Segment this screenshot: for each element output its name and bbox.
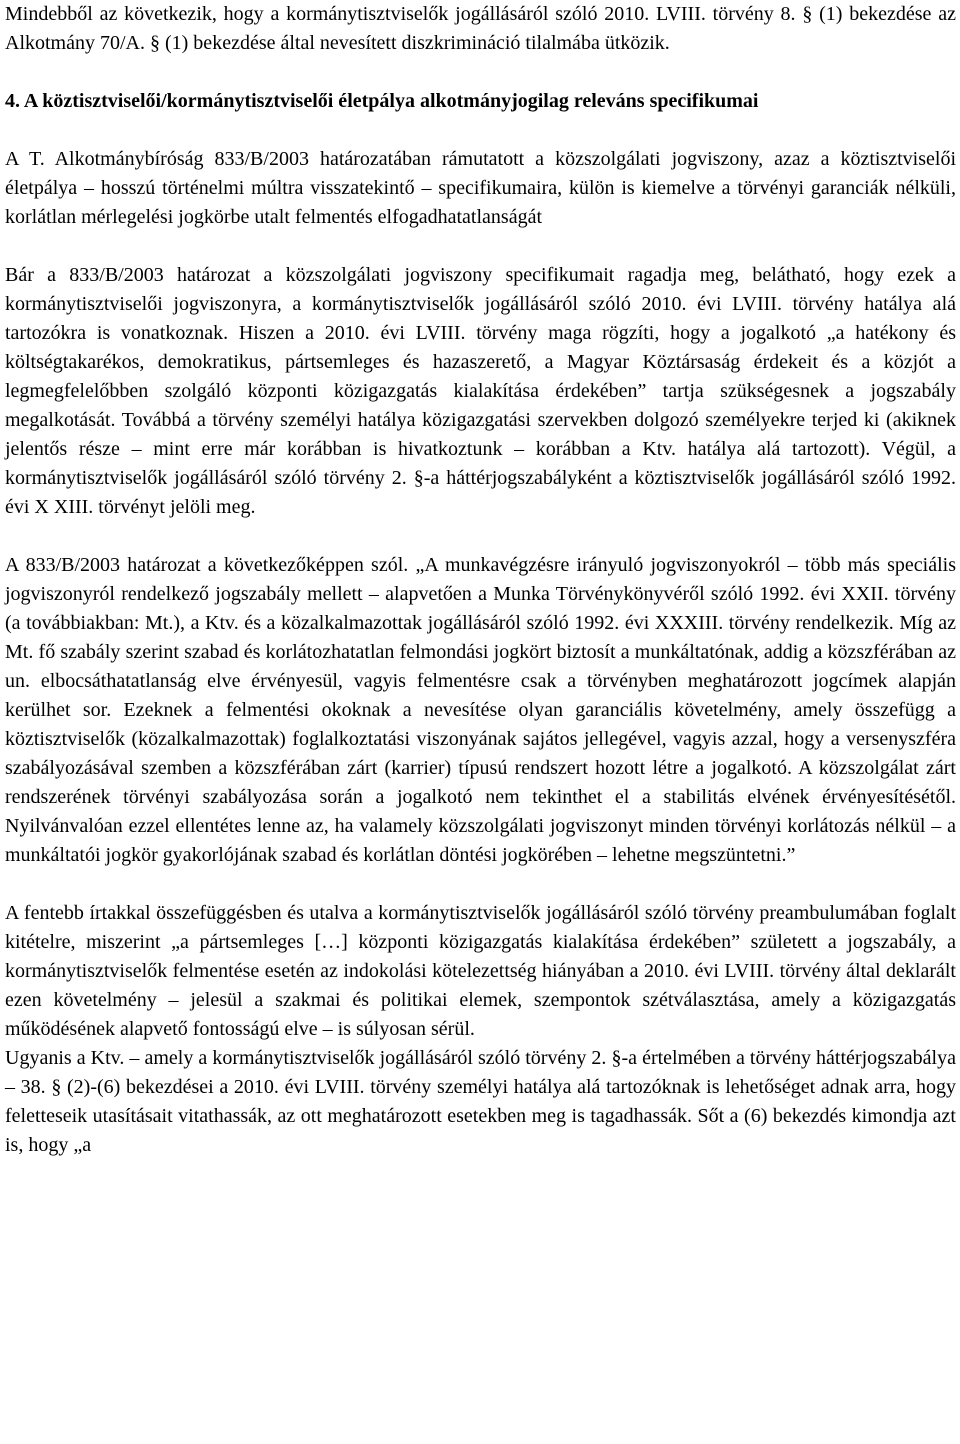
paragraph-quote: A 833/B/2003 határozat a következőképpen szól. „A munkavégzésre irányuló jogviszonyokról – több más speciális jogviszonyról rendelkező jogszabály mellett – alapvetően a Munka Törvénykönyvéről szóló 1992. évi XXII. törvény (a továbbiakban: Mt.), a Ktv. és a közalkalmazottak jogállásáról szóló 1992. évi XXXIII. törvény rendelkezik. Míg az Mt. fő szabály szerint szabad és korlátozhatatlan felmondási jogkört biztosít a munkáltatónak, addig a közszférában az un. elbocsáthatatlanság elve érvényesül, vagyis felmentésre csak a törvényben meghatározott jogcímek alapján kerülhet sor. Ezeknek a felmentési okoknak a nevesítése olyan garanciális követelmény, amely összefügg a köztisztviselők (közalkalmazottak) foglalkoztatási viszonyának sajátos jellegével, vagyis azzal, hogy a versenyszféra szabályozásával szemben a közszférában zárt (karrier) típusú rendszert hozott létre a jogalkotó. A közszolgálat zárt rendszerének törvényi szabályozása során a jogalkotó nem tekinthet el a stabilitás elvének érvényesítésétől. Nyilvánvalóan ezzel ellentétes lenne az, ha valamely közszolgálati jogviszonyt minden törvényi korlátozás nélkül – a munkáltatói jogkör gyakorlójának szabad és korlátlan döntési jogkörében – lehetne megszüntetni.” (5, 554, 956, 866)
paragraph-ktv: Ugyanis a Ktv. – amely a kormánytisztviselők jogállásáról szóló törvény 2. §-a értelmében a törvény háttérjogszabálya – 38. § (2)-(6) bekezdései a 2010. évi LVIII. törvény személyi hatálya alá tartozóknak is lehetőséget adnak arra, hogy feletteseik utasításait vitathassák, az ott meghatározott esetekben meg is tagadhassák. Sőt a (6) bekezdés kimondja azt is, hogy „a (5, 1047, 956, 1156)
paragraph-court-decision: A T. Alkotmánybíróság 833/B/2003 határozatában rámutatott a közszolgálati jogviszony, azaz a köztisztviselői életpálya – hosszú történelmi múltra visszatekintő – specifikumaira, külön is kiemelve a törvényi garanciák nélküli, korlátlan mérlegelési jogkörbe utalt felmentés elfogadhatatlanságát (5, 148, 956, 228)
paragraph-preamble: A fentebb írtakkal összefüggésben és utalva a kormánytisztviselők jogállásáról szóló törvény preambulumában foglalt kitételre, miszerint „a pártsemleges […] központi közigazgatás kialakítása érdekében” született a jogszabály, a kormánytisztviselők felmentése esetén az indokolási kötelezettség hiányában a 2010. évi LVIII. törvény által deklarált ezen követelmény – jelesül a szakmai és politikai elemek, szempontok szétválasztása, amely a közigazgatás működésének alapvető fontosságú elve – is súlyosan sérül. (5, 902, 956, 1040)
section-heading: 4. A köztisztviselői/kormánytisztviselői életpálya alkotmányjogilag releváns specifikumai (5, 90, 759, 112)
paragraph-conclusion: Mindebből az következik, hogy a kormánytisztviselők jogállásáról szóló 2010. LVIII. törvény 8. § (1) bekezdése az Alkotmány 70/A. § (1) bekezdése által nevesített diszkrimináció tilalmába ütközik. (5, 3, 956, 54)
paragraph-specifics: Bár a 833/B/2003 határozat a közszolgálati jogviszony specifikumait ragadja meg, belátható, hogy ezek a kormánytisztviselői jogviszonyra, a kormánytisztviselők jogállásáról szóló 2010. évi LVIII. törvény hatálya alá tartozókra is vonatkoznak. Hiszen a 2010. évi LVIII. törvény maga rögzíti, hogy a jogalkotó „a hatékony és költségtakarékos, demokratikus, pártsemleges és hazaszerető, a Magyar Köztársaság érdekeit és a közjót a legmegfelelőbben szolgáló központi közigazgatás kialakítása érdekében” tartja szükségesnek a jogszabály megalkotását. Továbbá a törvény személyi hatálya közigazgatási szervekben dolgozó személyekre terjed ki (akiknek jelentős része – mint erre már korábban is hivatkoztunk – korábban a Ktv. hatálya alá tartozott). Végül, a kormánytisztviselők jogállásáról szóló törvény 2. §-a háttérjogszabályként a köztisztviselők jogállásáról szóló 1992. évi X XIII. törvényt jelöli meg. (5, 264, 956, 518)
